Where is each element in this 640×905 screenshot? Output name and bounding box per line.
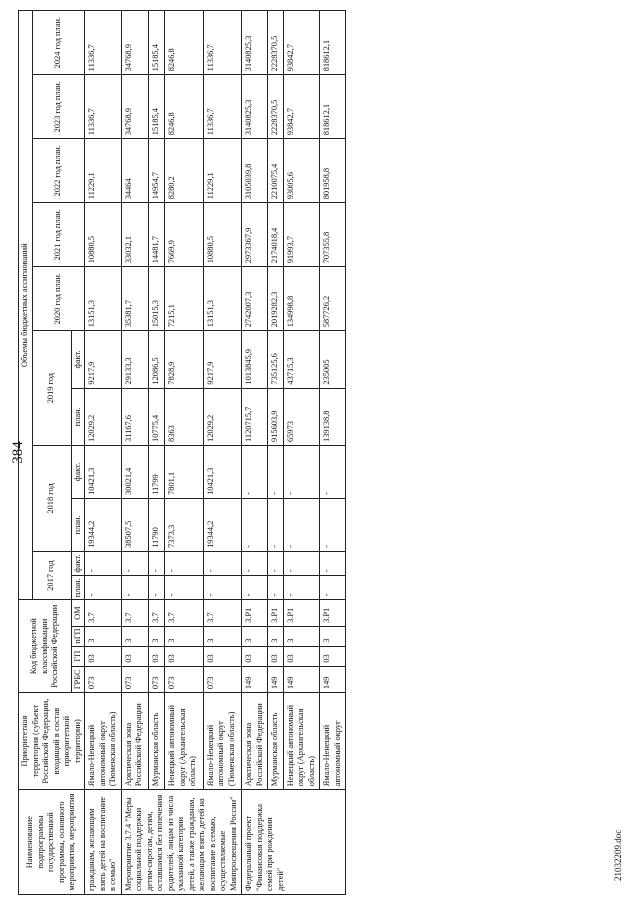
value-cell-p2018: -	[320, 498, 346, 551]
value-cell-p2018: 38507,5	[121, 498, 148, 551]
value-cell-p2021: 10880,5	[203, 203, 241, 267]
col-header-2023: 2023 год план.	[32, 75, 85, 139]
value-cell-grbs: 073	[85, 666, 122, 692]
value-cell-pgp: 3	[148, 626, 164, 646]
value-cell-p2018: -	[268, 498, 284, 551]
value-cell-p2017: -	[121, 576, 148, 600]
value-cell-p2019: 12029,2	[85, 388, 122, 445]
value-cell-pgp: 3	[121, 626, 148, 646]
col-header-2019-fact: факт.	[71, 331, 85, 388]
value-cell-f2017: -	[121, 551, 148, 575]
value-cell-p2024: 11336,7	[85, 11, 122, 75]
col-header-territory: Приоритетная территория (субъект Российской Федерации, входящий в состав приоритетной территории)	[19, 693, 85, 790]
value-cell-p2018: 7373,3	[165, 498, 203, 551]
value-cell-pgp: 3	[242, 626, 268, 646]
value-cell-p2021: 707355,8	[320, 203, 346, 267]
value-cell-gp: 03	[148, 646, 164, 666]
table-row	[242, 11, 268, 895]
value-cell-f2019: 43715,3	[283, 331, 320, 388]
value-cell-p2017: -	[283, 576, 320, 600]
value-cell-om: 3.7	[85, 600, 122, 627]
value-cell-om: 3.7	[121, 600, 148, 627]
value-cell-f2018: 11799	[148, 445, 164, 498]
value-cell-p2019: 31167,6	[121, 388, 148, 445]
value-cell-p2022: 11229,1	[203, 139, 241, 203]
value-cell-p2024: 2228370,5	[268, 11, 284, 75]
value-cell-p2020: 587726,2	[320, 267, 346, 331]
budget-table	[18, 10, 346, 895]
value-cell-grbs: 149	[283, 666, 320, 692]
value-cell-gp: 03	[268, 646, 284, 666]
col-header-2022: 2022 год план.	[32, 139, 85, 203]
territory-cell: Ямало-Ненецкий автономный округ (Тюменская область)	[85, 693, 122, 790]
page-number: 384	[10, 441, 26, 464]
value-cell-p2020: 15015,3	[148, 267, 164, 331]
col-header-2018: 2018 год	[32, 445, 71, 551]
territory-cell: Мурманская область	[268, 693, 284, 790]
value-cell-gp: 03	[121, 646, 148, 666]
value-cell-f2018: 10421,3	[203, 445, 241, 498]
value-cell-p2022: 34464	[121, 139, 148, 203]
value-cell-p2023: 2228370,5	[268, 75, 284, 139]
value-cell-om: 3.7	[203, 600, 241, 627]
value-cell-om: 3.7	[148, 600, 164, 627]
value-cell-p2019: 915603,9	[268, 388, 284, 445]
value-cell-f2017: -	[148, 551, 164, 575]
table-row	[283, 11, 320, 895]
value-cell-f2018: -	[242, 445, 268, 498]
col-header-2017: 2017 год	[32, 551, 71, 600]
value-cell-grbs: 149	[242, 666, 268, 692]
value-cell-om: 3.Р1	[320, 600, 346, 627]
value-cell-pgp: 3	[165, 626, 203, 646]
value-cell-p2023: 15185,4	[148, 75, 164, 139]
table-header	[19, 11, 85, 895]
value-cell-p2024: 11336,7	[203, 11, 241, 75]
value-cell-grbs: 149	[268, 666, 284, 692]
value-cell-gp: 03	[283, 646, 320, 666]
col-header-grbs: ГРБС	[71, 666, 85, 692]
col-header-2018-plan: план.	[71, 498, 85, 551]
col-header-2020: 2020 год план.	[32, 267, 85, 331]
value-cell-p2019: 10775,4	[148, 388, 164, 445]
value-cell-pgp: 3	[85, 626, 122, 646]
value-cell-grbs: 073	[148, 666, 164, 692]
col-header-name: Наименование подпрограммы государственной программы, основного мероприятия, мероприятия	[19, 790, 85, 895]
table-body	[85, 11, 346, 895]
value-cell-p2021: 10880,5	[85, 203, 122, 267]
value-cell-p2022: 93005,6	[283, 139, 320, 203]
value-cell-gp: 03	[85, 646, 122, 666]
value-cell-p2018: 11790	[148, 498, 164, 551]
value-cell-p2023: 11336,7	[203, 75, 241, 139]
value-cell-f2018: -	[268, 445, 284, 498]
activity-name-cell: Мероприятие 3.7.4 "Меры социальной поддержки детям-сиротам, детям, оставшимся без попечения родителей, лицам из числа указанной категории детей, а также гражданам, желающим взять детей на воспитание в семью, осуществляемые Минпросвещения России"	[121, 790, 242, 895]
table-row	[165, 11, 203, 895]
value-cell-p2023: 11336,7	[85, 75, 122, 139]
territory-cell: Мурманская область	[148, 693, 164, 790]
value-cell-p2024: 8246,8	[165, 11, 203, 75]
value-cell-f2019: 235005	[320, 331, 346, 388]
table-row	[121, 11, 148, 895]
col-header-2024: 2024 год план.	[32, 11, 85, 75]
territory-cell: Арктическая зона Российской Федерации	[242, 693, 268, 790]
value-cell-om: 3.Р1	[268, 600, 284, 627]
value-cell-p2021: 2973367,9	[242, 203, 268, 267]
value-cell-p2019: 1120715,7	[242, 388, 268, 445]
value-cell-gp: 03	[242, 646, 268, 666]
value-cell-pgp: 3	[320, 626, 346, 646]
col-header-2017-fact: факт.	[71, 551, 85, 575]
table-row	[148, 11, 164, 895]
activity-name-cell: Федеральный проект "Финансовая поддержка семей при рождении детей"	[242, 790, 346, 895]
value-cell-p2023: 34768,9	[121, 75, 148, 139]
value-cell-grbs: 073	[203, 666, 241, 692]
footer-filename: 21032209.doc	[613, 829, 623, 881]
territory-cell: Ненецкий автономный округ (Архангельская область)	[165, 693, 203, 790]
col-header-2021: 2021 год план.	[32, 203, 85, 267]
value-cell-gp: 03	[203, 646, 241, 666]
value-cell-p2020: 134998,8	[283, 267, 320, 331]
value-cell-p2021: 33032,1	[121, 203, 148, 267]
table-row	[268, 11, 284, 895]
value-cell-gp: 03	[320, 646, 346, 666]
value-cell-p2024: 3140825,3	[242, 11, 268, 75]
value-cell-p2018: 19344,2	[203, 498, 241, 551]
value-cell-p2022: 11229,1	[85, 139, 122, 203]
territory-cell: Ямало-Ненецкий автономный округ	[320, 693, 346, 790]
value-cell-f2019: 29133,3	[121, 331, 148, 388]
value-cell-f2019: 735125,6	[268, 331, 284, 388]
value-cell-grbs: 073	[121, 666, 148, 692]
table-row	[203, 11, 241, 895]
value-cell-pgp: 3	[203, 626, 241, 646]
value-cell-p2018: -	[283, 498, 320, 551]
activity-name-cell: гражданам, желающим взять детей на воспитание в семью"	[85, 790, 122, 895]
col-header-code-group: Код бюджетной классификации Российской Федерации	[19, 600, 72, 693]
value-cell-p2017: -	[165, 576, 203, 600]
value-cell-p2021: 91993,7	[283, 203, 320, 267]
value-cell-p2021: 14481,7	[148, 203, 164, 267]
value-cell-f2019: 12086,5	[148, 331, 164, 388]
value-cell-f2018: 10421,3	[85, 445, 122, 498]
value-cell-p2022: 8280,2	[165, 139, 203, 203]
value-cell-p2017: -	[268, 576, 284, 600]
value-cell-p2019: 65973	[283, 388, 320, 445]
value-cell-p2019: 139138,8	[320, 388, 346, 445]
value-cell-p2022: 14954,7	[148, 139, 164, 203]
value-cell-p2020: 2019282,3	[268, 267, 284, 331]
value-cell-f2018: 7801,1	[165, 445, 203, 498]
value-cell-p2020: 13151,3	[203, 267, 241, 331]
value-cell-p2019: 12029,2	[203, 388, 241, 445]
value-cell-p2017: -	[85, 576, 122, 600]
value-cell-p2024: 818612,1	[320, 11, 346, 75]
value-cell-p2024: 34768,9	[121, 11, 148, 75]
col-header-pgp: пГП	[71, 626, 85, 646]
value-cell-f2019: 9217,9	[85, 331, 122, 388]
value-cell-f2018: -	[283, 445, 320, 498]
value-cell-p2023: 3140825,3	[242, 75, 268, 139]
value-cell-f2017: -	[242, 551, 268, 575]
value-cell-f2017: -	[268, 551, 284, 575]
value-cell-p2021: 7669,9	[165, 203, 203, 267]
value-cell-p2023: 93842,7	[283, 75, 320, 139]
value-cell-p2018: 19344,2	[85, 498, 122, 551]
territory-cell: Ямало-Ненецкий автономный округ (Тюменская область)	[203, 693, 241, 790]
value-cell-f2019: 7828,9	[165, 331, 203, 388]
col-header-2019-plan: план.	[71, 388, 85, 445]
value-cell-om: 3.Р1	[242, 600, 268, 627]
value-cell-gp: 03	[165, 646, 203, 666]
table-row	[85, 11, 122, 895]
value-cell-pgp: 3	[283, 626, 320, 646]
value-cell-f2018: 30021,4	[121, 445, 148, 498]
value-cell-p2017: -	[148, 576, 164, 600]
col-header-2019: 2019 год	[32, 331, 71, 446]
col-header-gp: ГП	[71, 646, 85, 666]
value-cell-om: 3.Р1	[283, 600, 320, 627]
value-cell-p2020: 2742007,3	[242, 267, 268, 331]
territory-cell: Ненецкий автономный округ (Архангельская область)	[283, 693, 320, 790]
value-cell-p2022: 2210075,4	[268, 139, 284, 203]
value-cell-p2024: 93842,7	[283, 11, 320, 75]
value-cell-f2017: -	[320, 551, 346, 575]
value-cell-f2018: -	[320, 445, 346, 498]
value-cell-f2019: 9217,9	[203, 331, 241, 388]
value-cell-p2023: 8246,8	[165, 75, 203, 139]
value-cell-grbs: 073	[165, 666, 203, 692]
value-cell-p2020: 13151,3	[85, 267, 122, 331]
value-cell-p2022: 801958,8	[320, 139, 346, 203]
value-cell-grbs: 149	[320, 666, 346, 692]
value-cell-f2017: -	[165, 551, 203, 575]
col-header-2018-fact: факт.	[71, 445, 85, 498]
value-cell-p2022: 3105039,8	[242, 139, 268, 203]
value-cell-p2018: -	[242, 498, 268, 551]
value-cell-p2017: -	[203, 576, 241, 600]
value-cell-p2017: -	[242, 576, 268, 600]
value-cell-p2020: 35381,7	[121, 267, 148, 331]
value-cell-p2024: 15185,4	[148, 11, 164, 75]
value-cell-f2017: -	[283, 551, 320, 575]
value-cell-p2023: 818612,1	[320, 75, 346, 139]
territory-cell: Арктическая зона Российской Федерации	[121, 693, 148, 790]
value-cell-p2021: 2174018,4	[268, 203, 284, 267]
col-header-2017-plan: план.	[71, 576, 85, 600]
col-header-om: ОМ	[71, 600, 85, 627]
col-header-volume-group: Объемы бюджетных ассигнований	[19, 11, 33, 600]
value-cell-f2017: -	[85, 551, 122, 575]
value-cell-f2019: 1013845,9	[242, 331, 268, 388]
table-row	[320, 11, 346, 895]
value-cell-om: 3.7	[165, 600, 203, 627]
value-cell-p2017: -	[320, 576, 346, 600]
value-cell-pgp: 3	[268, 626, 284, 646]
value-cell-f2017: -	[203, 551, 241, 575]
value-cell-p2019: 8363	[165, 388, 203, 445]
value-cell-p2020: 7215,1	[165, 267, 203, 331]
